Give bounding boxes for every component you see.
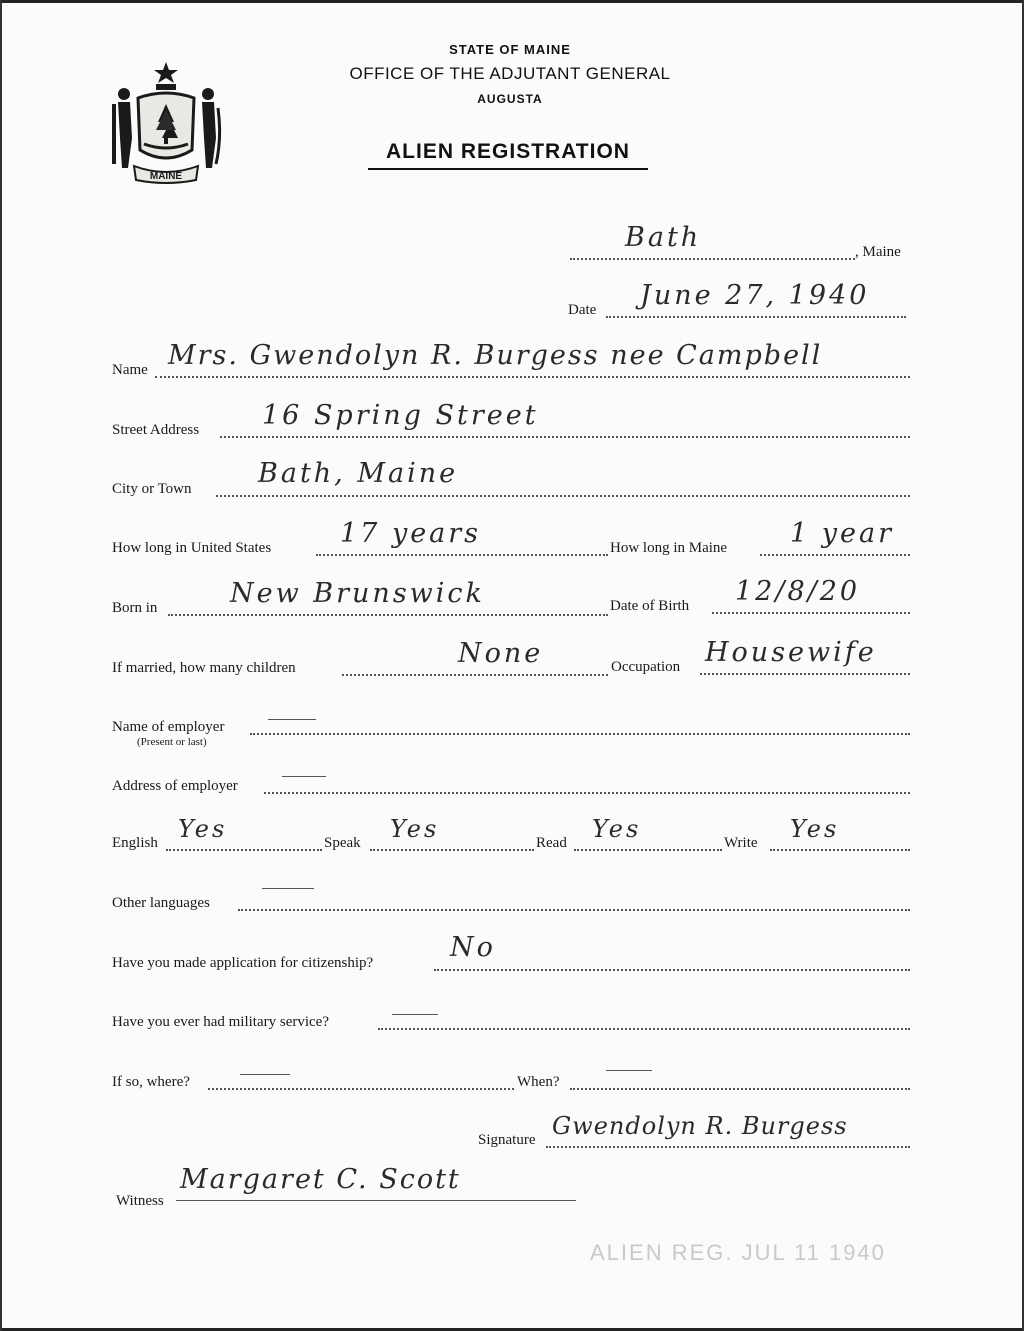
dob-value: 12/8/20: [735, 576, 861, 607]
speak-label: Speak: [324, 835, 361, 851]
place-dots: [570, 258, 855, 260]
employer-address-label: Address of employer: [112, 778, 238, 794]
name-label: Name: [112, 362, 148, 378]
city-label: City or Town: [112, 481, 192, 497]
speak-value: Yes: [390, 815, 440, 843]
citizenship-label: Have you made application for citizenship?: [112, 955, 374, 971]
dob-dots: [712, 612, 910, 614]
witness-line: [176, 1200, 576, 1201]
military-dots: [378, 1028, 910, 1030]
witness-label: Witness: [116, 1193, 164, 1209]
employer-dash: [268, 719, 316, 720]
witness-value: Margaret C. Scott: [180, 1164, 461, 1195]
signature-value: Gwendolyn R. Burgess: [552, 1112, 848, 1140]
born-value: New Brunswick: [230, 578, 485, 609]
date-label: Date: [568, 302, 597, 318]
employer-dots: [250, 733, 910, 735]
where-dash: [240, 1074, 290, 1075]
children-label: If married, how many children: [112, 660, 296, 676]
english-label: English: [112, 835, 158, 851]
english-value: Yes: [178, 815, 228, 843]
employer-address-dots: [264, 792, 910, 794]
children-dots: [342, 674, 608, 676]
read-dots: [574, 849, 722, 851]
seal-banner-text: MAINE: [149, 171, 183, 182]
military-label: Have you ever had military service?: [112, 1014, 329, 1030]
how-long-maine-label: How long in Maine: [610, 540, 728, 556]
employer-label: Name of employer: [112, 719, 225, 735]
how-long-us-label: How long in United States: [112, 540, 272, 556]
street-label: Street Address: [112, 422, 200, 438]
write-dots: [770, 849, 910, 851]
street-dots: [220, 436, 910, 438]
speak-dots: [370, 849, 534, 851]
how-long-maine-dots: [760, 554, 910, 556]
header-state: STATE OF MAINE: [449, 42, 571, 57]
occupation-label: Occupation: [611, 659, 681, 675]
other-languages-dash: [262, 888, 314, 889]
read-value: Yes: [592, 815, 642, 843]
when-label: When?: [517, 1074, 560, 1090]
employer-address-dash: [282, 776, 326, 777]
military-dash: [392, 1014, 438, 1015]
employer-sublabel: (Present or last): [137, 736, 207, 748]
other-languages-dots: [238, 909, 910, 911]
citizenship-value: No: [450, 932, 496, 963]
how-long-maine-value: 1 year: [790, 518, 894, 549]
occupation-value: Housewife: [705, 637, 877, 668]
when-dash: [606, 1070, 652, 1071]
name-value: Mrs. Gwendolyn R. Burgess nee Campbell: [168, 340, 823, 371]
signature-dots: [546, 1146, 910, 1148]
write-value: Yes: [790, 815, 840, 843]
title-underline: [368, 168, 648, 170]
form-title: ALIEN REGISTRATION: [386, 140, 630, 163]
place-value: Bath: [625, 222, 702, 253]
read-label: Read: [536, 835, 567, 851]
city-dots: [216, 495, 910, 497]
how-long-us-value: 17 years: [340, 518, 482, 549]
signature-label: Signature: [478, 1132, 536, 1148]
dob-label: Date of Birth: [610, 598, 690, 614]
date-value: June 27, 1940: [640, 280, 870, 311]
place-suffix-label: , Maine: [855, 244, 901, 260]
maine-state-seal-icon: [108, 58, 224, 186]
header-city: AUGUSTA: [477, 92, 543, 106]
received-stamp: ALIEN REG. JUL 11 1940: [590, 1240, 886, 1265]
date-dots: [606, 316, 906, 318]
frame-top-border: [0, 0, 1024, 3]
born-dots: [168, 614, 608, 616]
other-languages-label: Other languages: [112, 895, 210, 911]
occupation-dots: [700, 673, 910, 675]
header-office: OFFICE OF THE ADJUTANT GENERAL: [349, 64, 671, 83]
how-long-us-dots: [316, 554, 608, 556]
city-value: Bath, Maine: [258, 458, 459, 489]
write-label: Write: [724, 835, 758, 851]
children-value: None: [458, 638, 544, 669]
citizenship-dots: [434, 969, 910, 971]
english-dots: [166, 849, 322, 851]
street-value: 16 Spring Street: [262, 400, 539, 431]
where-label: If so, where?: [112, 1074, 190, 1090]
frame-left-border: [0, 0, 2, 1331]
born-label: Born in: [112, 600, 158, 616]
where-dots: [208, 1088, 514, 1090]
name-dots: [155, 376, 910, 378]
when-dots: [570, 1088, 910, 1090]
